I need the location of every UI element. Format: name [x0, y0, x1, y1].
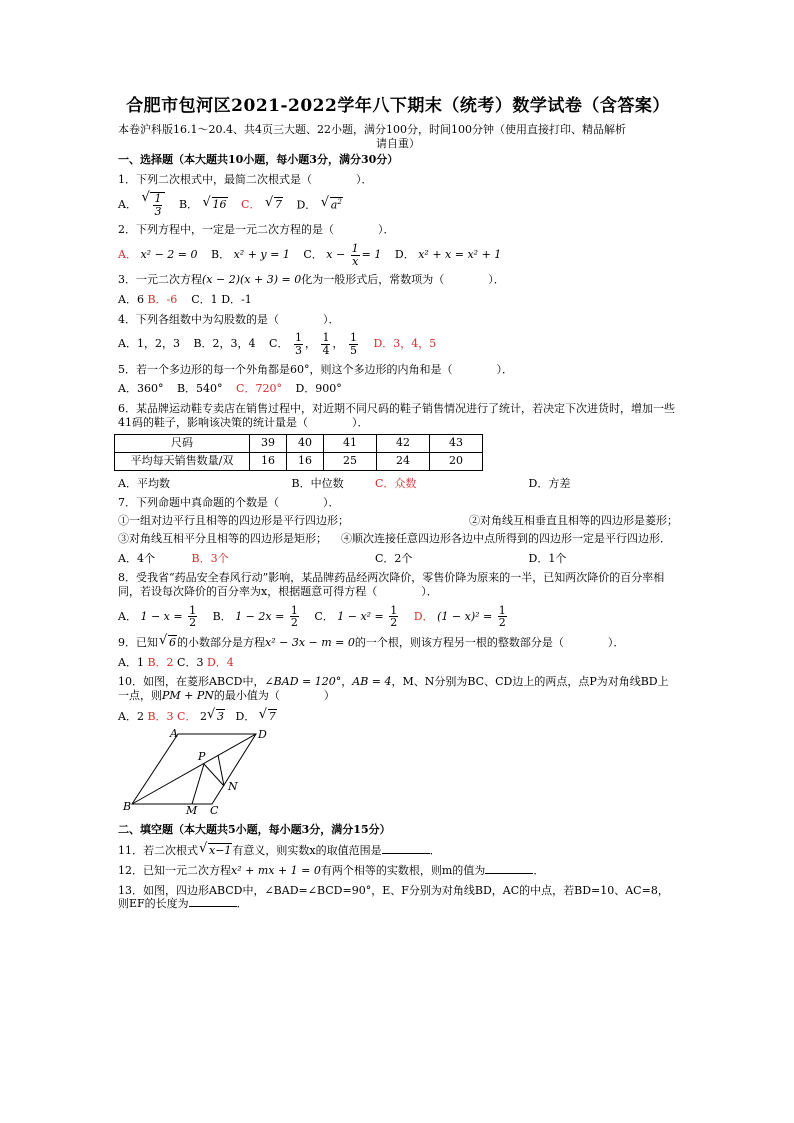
option-d: D．3，4，5 [373, 337, 437, 351]
question-7-options [118, 552, 678, 566]
section-choice-title: 一、选择题（本大题共10小题，每小题3分，满分30分） [118, 152, 399, 166]
option-c: C． 2√ 3 [177, 710, 225, 723]
option-b: B．中位数 [291, 476, 344, 490]
label-b: B [123, 799, 132, 813]
label-a: A [170, 727, 178, 740]
question-1 [118, 173, 678, 218]
question-3-options [118, 293, 678, 307]
option-d: D． √ 7 [235, 710, 276, 723]
question-5-stem: 5．若一个多边形的每一个外角都是60°，则这个多边形的内角和是（ ）． [118, 362, 513, 376]
option-a: A．1，2，3 [118, 337, 180, 351]
exam-info-cont: 请自重） [376, 137, 420, 150]
option-b: B． 1 − 2x = $\frac{1}{2}$ [212, 603, 298, 630]
option-b: B．3个 [191, 551, 229, 565]
option-d: D．1个 [528, 551, 567, 565]
question-1-options [118, 192, 678, 217]
option-c: C．1 [191, 292, 218, 306]
question-6-stem: 6．某品牌运动鞋专卖店在销售过程中，对近期不同尺码的鞋子销售情况进行了统计，若决定下次进货时，增加一些41码的鞋子，影响该决策的统计量是（ ）． [118, 402, 675, 429]
option-b: B．540° [176, 382, 223, 396]
statement-2: ②对角线互相垂直且相等的四边形是菱形； [469, 514, 678, 528]
answer-blank[interactable] [382, 853, 430, 854]
option-c: C． √ 7 [241, 197, 283, 212]
table-row: 尺码 39 40 41 42 43 [115, 434, 483, 452]
question-11: 11．若二次根式√ x−1有意义，则实数x的取值范围是 ． [118, 843, 678, 858]
shoe-size-table [114, 434, 483, 471]
answer-blank[interactable] [485, 873, 533, 874]
option-a: A．360° [118, 382, 164, 396]
diagonal-bd [132, 734, 256, 804]
question-9-stem: 9．已知√ 6的小数部分是方程x² − 3x − m = 0的一个根，则该方程另一根的整数部分是（ ）． [118, 635, 678, 650]
segment-helper [218, 755, 224, 786]
option-b: B． x² + y = 1 [210, 248, 290, 262]
option-a: A．4个 [118, 551, 155, 565]
option-b: B．-6 [147, 292, 178, 306]
option-c: C． 1 − x² = $\frac{1}{2}$ [314, 603, 398, 630]
option-d: D． x² + x = x² + 1 [394, 248, 502, 262]
option-c: C． x − $\frac{1}{x}$ = 1 [303, 242, 382, 268]
question-13: 13．如图，四边形ABCD中，∠BAD=∠BCD=90°，E、F分别为对角线BD，AC的中点，若BD=10、AC=8，则EF的长度为 ． [118, 883, 669, 911]
option-a: A．2 [118, 709, 144, 723]
option-c: C．众数 [375, 476, 417, 490]
option-d: D． √ $a^2$ [296, 197, 342, 212]
option-d: D．-1 [221, 292, 252, 306]
question-7 [118, 496, 678, 565]
option-a: A．平均数 [118, 476, 170, 490]
exam-info: 本卷沪科版16.1～20.4、共4页三大题、22小题，满分100分，时间100分钟（使用直接打印、精品解析 [118, 123, 626, 137]
rhombus-diagram [120, 728, 270, 814]
option-a: A． √ $\frac{1}{3}$ [118, 192, 165, 217]
exam-page [118, 96, 678, 911]
question-8 [118, 571, 678, 629]
label-p: P [198, 749, 206, 763]
segment-pn [204, 764, 224, 786]
question-7-stem: 7．下列命题中真命题的个数是（ ）． [118, 496, 340, 510]
option-a: A．1 [118, 655, 144, 669]
label-d: D [258, 727, 267, 741]
option-d: D．方差 [528, 476, 571, 490]
answer-blank[interactable] [189, 906, 237, 907]
question-2-stem: 2．下列方程中，一定是一元二次方程的是（ ）． [118, 223, 395, 237]
question-4-options [118, 332, 678, 356]
page-title: 合肥市包河区2021-2022学年八下期末（统考）数学试卷（含答案） [126, 96, 670, 116]
option-d: D． (1 − x)² = $\frac{1}{2}$ [413, 603, 506, 630]
question-10-options [118, 709, 678, 724]
statement-1: ①一组对边平行且相等的四边形是平行四边形； [118, 514, 349, 528]
section-fill-title: 二、填空题（本大题共5小题，每小题3分，满分15分） [118, 823, 391, 837]
table-row: 平均每天销售数量/双 16 16 25 24 20 [115, 452, 483, 470]
question-1-stem: 1．下列二次根式中，最简二次根式是（ ）． [118, 172, 373, 186]
segment-pm [192, 764, 204, 804]
statement-4: ④顺次连接任意四边形各边中点所得到的四边形一定是平行四边形． [341, 531, 671, 545]
question-2-options [118, 243, 678, 267]
question-2 [118, 223, 678, 267]
option-a: A． x² − 2 = 0 [118, 248, 198, 262]
option-c: C．2个 [375, 551, 413, 565]
option-c: C．3 [177, 655, 204, 669]
question-4 [118, 313, 678, 357]
option-b: B．2，3，4 [193, 337, 256, 351]
option-d: D．4 [206, 655, 234, 669]
question-4-stem: 4．下列各组数中为勾股数的是（ ）． [118, 312, 340, 326]
option-c: C． $\frac{1}{3}$ ， $\frac{1}{4}$ ， $\frac{1}{5}$ [269, 331, 357, 357]
question-5-options [118, 382, 678, 396]
option-d: D．900° [295, 382, 342, 396]
question-3-stem: 3．一元二次方程(x − 2)(x + 3) = 0化为一般形式后，常数项为（ ）． [118, 273, 505, 287]
label-m: M [186, 803, 198, 814]
option-b: B．2 [147, 655, 174, 669]
label-c: C [210, 803, 219, 814]
question-10-stem: 10．如图，在菱形ABCD中，∠BAD = 120°，AB = 4，M、N分别为BC、CD边上的两点，点P为对角线BD上一点，则PM + PN的最小值为（ ） [118, 675, 669, 703]
question-5 [118, 363, 678, 397]
question-8-options [118, 605, 678, 629]
question-9 [118, 635, 678, 670]
question-8-stem: 8．受我省“药品安全春风行动”影响，某品牌药品经两次降价，零售价降为原来的一半，已知两次降价的百分率相同，若设每次降价的百分率为x，根据题意可得方程（ ）． [118, 571, 665, 599]
question-9-options [118, 656, 678, 670]
question-6 [118, 402, 678, 490]
question-3 [118, 273, 678, 307]
option-a: A．6 [118, 292, 144, 306]
question-6-options [118, 477, 678, 491]
question-12: 12．已知一元二次方程x² + mx + 1 = 0有两个相等的实数根，则m的值为 ． [118, 863, 545, 877]
option-b: B． √ 16 [179, 197, 228, 212]
option-b: B．3 [147, 709, 174, 723]
statement-3: ③对角线互相平分且相等的四边形是矩形； [118, 531, 327, 545]
question-10 [118, 675, 678, 817]
option-c: C．720° [236, 382, 282, 396]
option-a: A． 1 − x = $\frac{1}{2}$ [118, 603, 197, 630]
label-n: N [228, 779, 238, 793]
